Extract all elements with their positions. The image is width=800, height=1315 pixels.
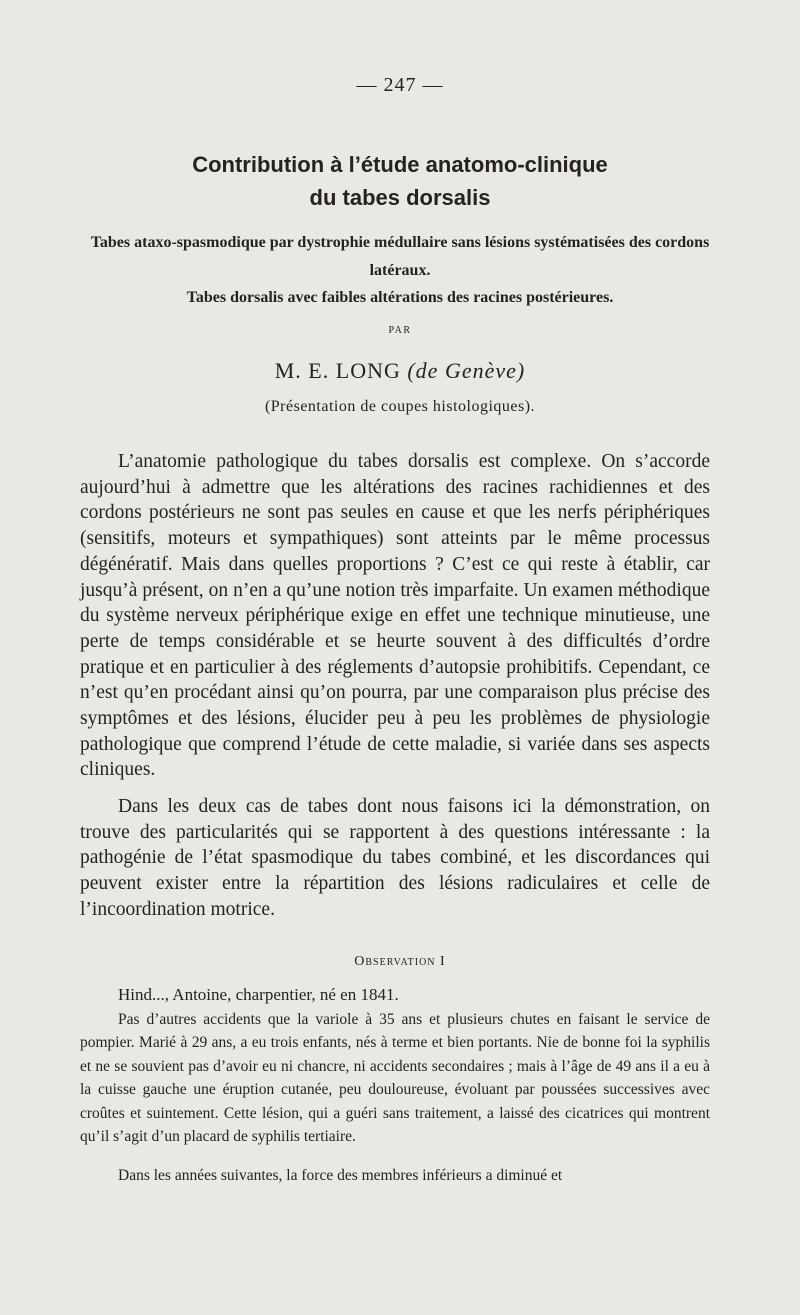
observation-patient: Hind..., Antoine, charpentier, né en 1841.: [118, 985, 399, 1004]
title-line-1: Contribution à l’étude anatomo-clinique: [192, 152, 608, 177]
author-affiliation: (de Genève): [407, 358, 526, 383]
title-line-2: du tabes dorsalis: [309, 185, 491, 210]
page-number: — 247 —: [356, 74, 444, 96]
observation-heading: Observation I: [354, 954, 446, 969]
article-title: [60, 148, 740, 214]
observation-continuation: Dans les années suivantes, la force des membres inférieurs a diminué et: [118, 1167, 563, 1184]
author-name: M. E. LONG: [274, 358, 401, 383]
presentation-note: (Présentation de coupes histologiques).: [264, 398, 536, 415]
paragraph-2: Dans les deux cas de tabes dont nous faisons ici la démonstration, on trouve des particularités qui se rapportent à des questions intéressante : la pathogénie de l’état spasmodique du tabes combiné, et les discordances qui peuvent exister entre la répartition des lésions radiculaires et celle de l’incoordination motrice.: [80, 796, 710, 920]
subtitle-1: Tabes ataxo-spasmodique par dystrophie médullaire sans lésions systématisées des cordons latéraux.: [90, 234, 710, 279]
author-line: [0, 358, 800, 384]
subtitle-2: Tabes dorsalis avec faibles altérations des racines postérieures.: [186, 289, 614, 306]
by-label: PAR: [388, 325, 412, 336]
observation-history: Pas d’autres accidents que la variole à 35 ans et plusieurs chutes en faisant le service de pompier. Marié à 29 ans, a eu trois enfants, nés à terme et bien portants. Nie de bonne foi la syphilis et ne se souvient pas d’avoir eu ni chancre, ni accidents secondaires ; mais à l’âge de 49 ans il a eu à la cuisse gauche une éruption cutanée, peu douloureuse, évoluant par poussées successives avec croûtes et suintement. Cette lésion, qui a guéri sans traitement, a laissé des cicatrices qui montrent qu’il s’agit d’un placard de syphilis tertiaire.: [80, 1011, 710, 1146]
paragraph-1: L’anatomie pathologique du tabes dorsalis est complexe. On s’accorde aujourd’hui à admettre que les altérations des racines rachidiennes et des cordons postérieurs ne sont pas seules en cause et que les nerfs périphériques (sensitifs, moteurs et sympathiques) sont atteints par le même processus dégénératif. Mais dans quelles proportions ? C’est ce qui reste à établir, car jusqu’à présent, on n’en a qu’une notion très imparfaite. Un examen méthodique du système nerveux périphérique exige en effet une technique minutieuse, une perte de temps considérable et se heurte souvent à des difficultés d’ordre pratique et en particulier à des réglements d’autopsie prohibitifs. Cependant, ce n’est qu’en procédant ainsi qu’on pourra, par une comparaison plus précise des symptômes et des lésions, élucider peu à peu les problèmes de physiologie pathologique que comprend l’étude de cette maladie, si variée dans ses aspects cliniques.: [80, 451, 710, 781]
